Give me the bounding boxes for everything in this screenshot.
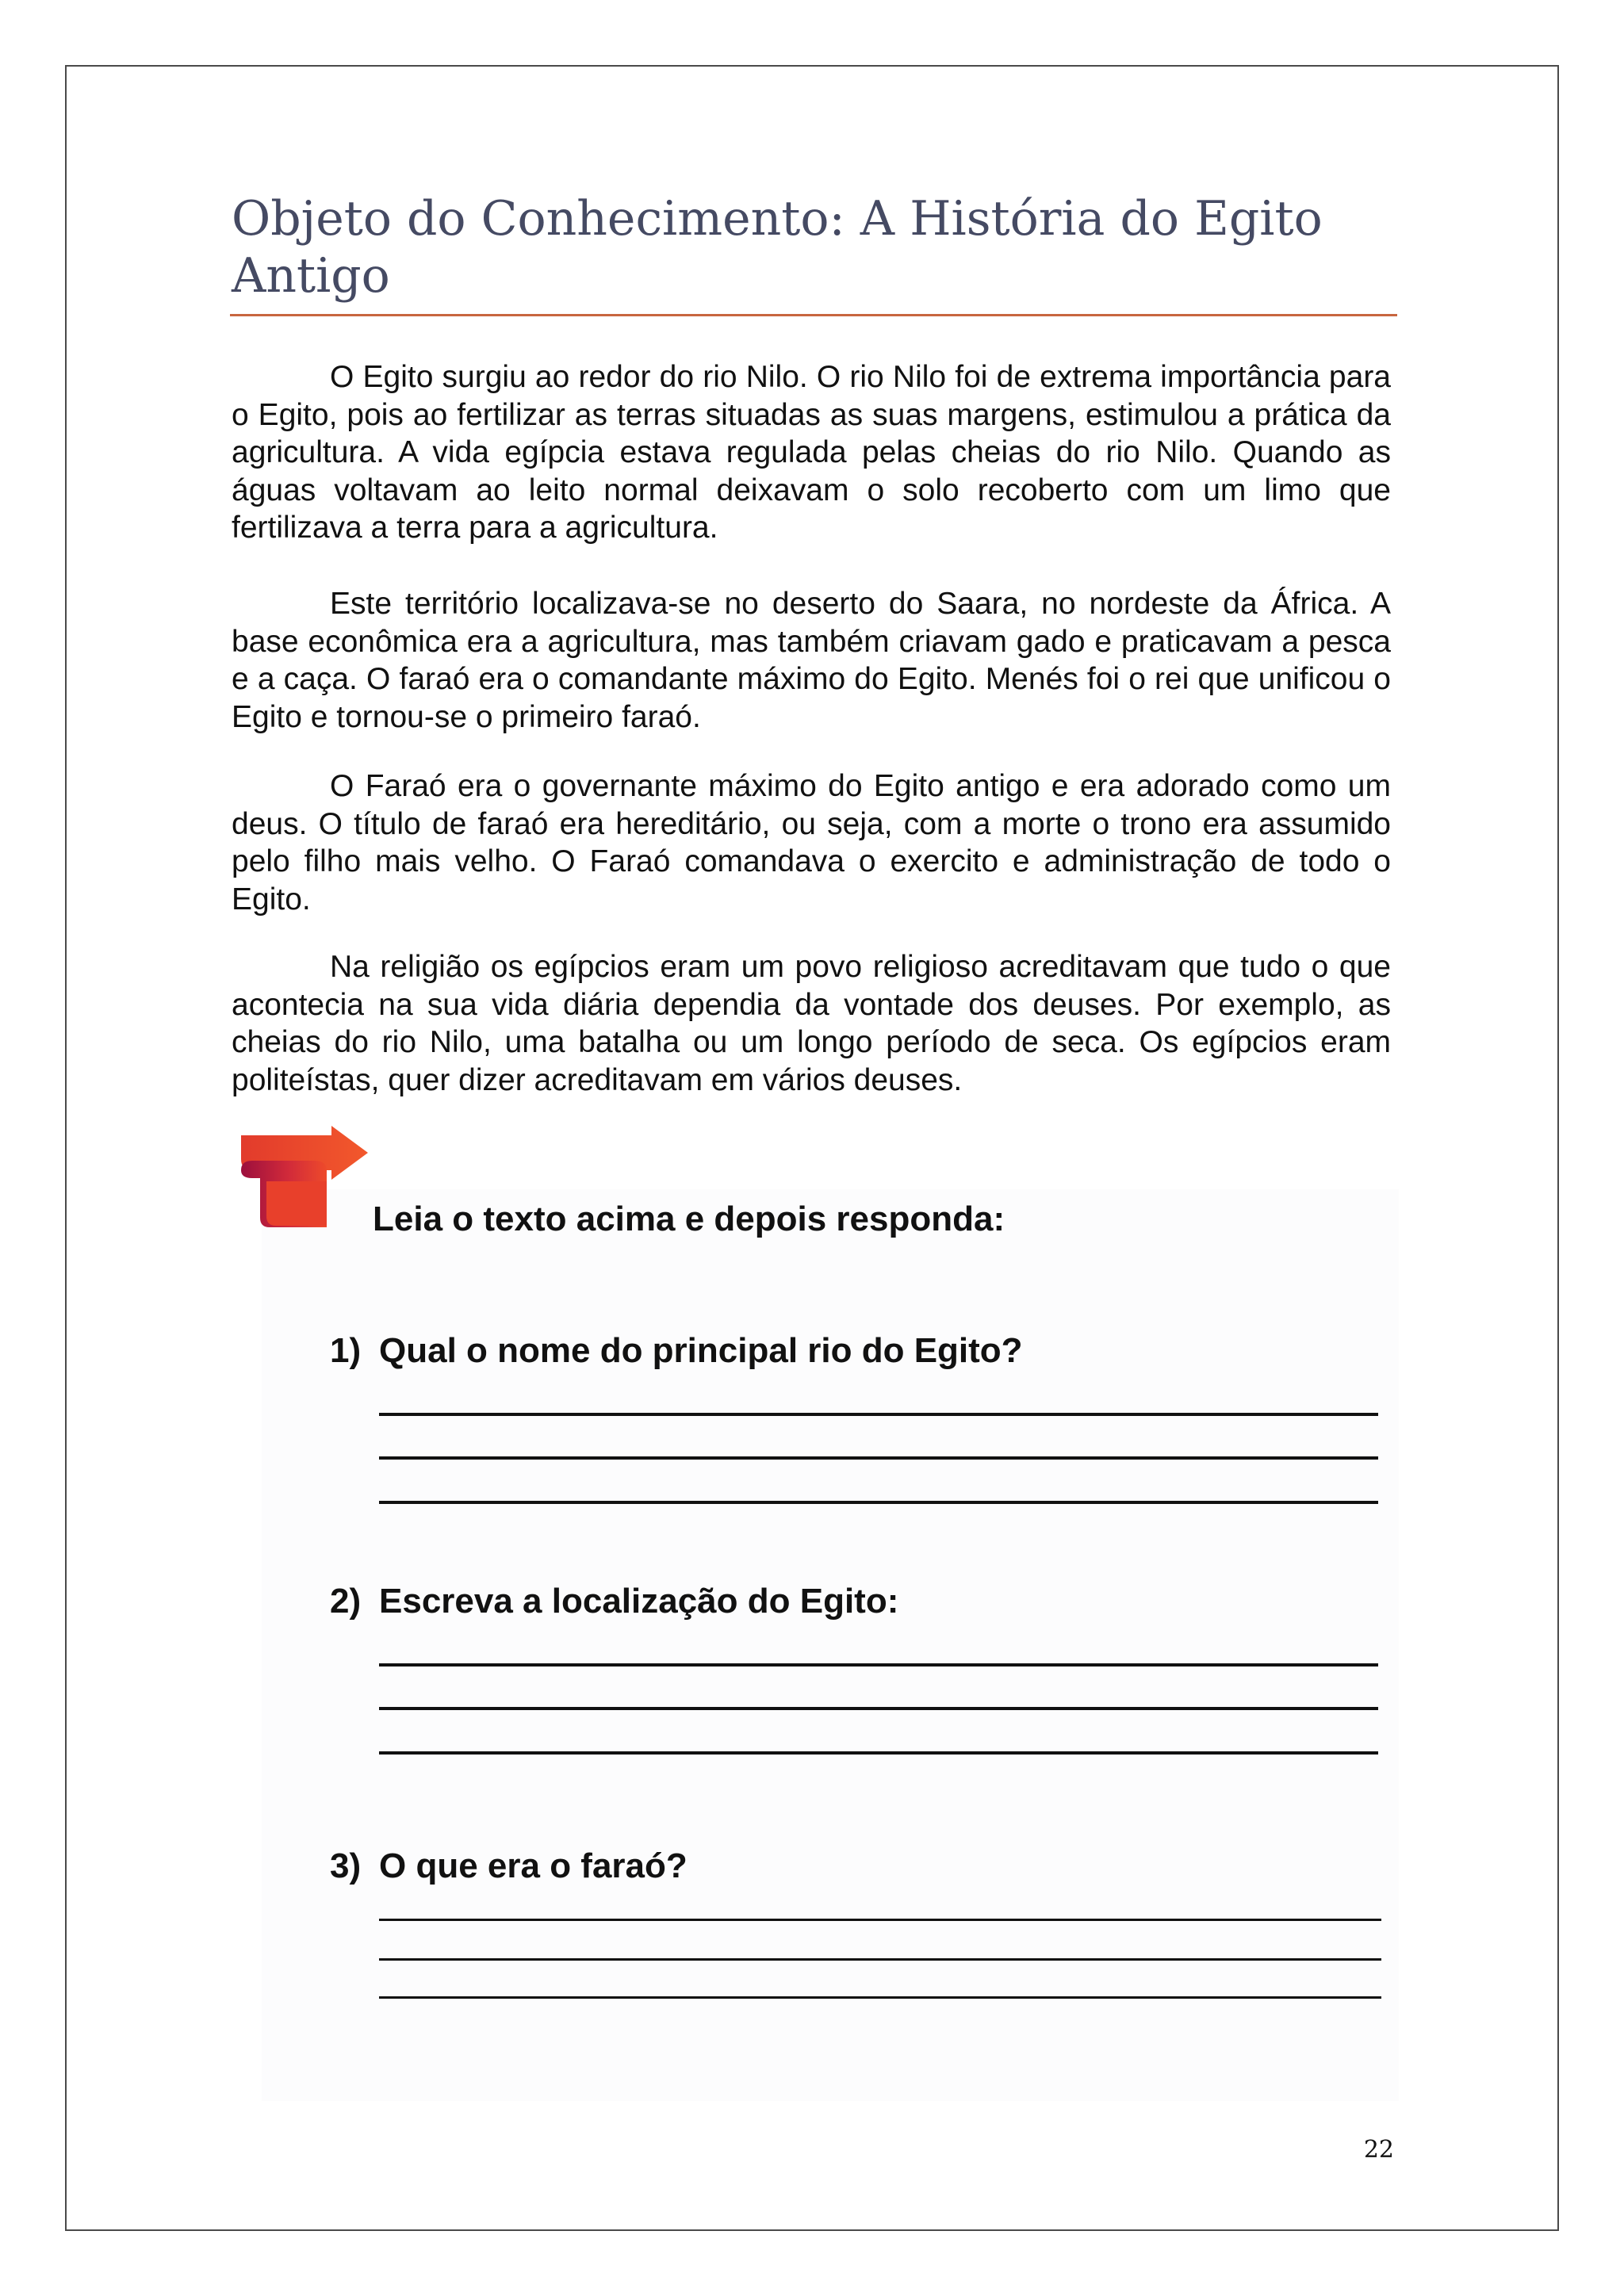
answer-line[interactable] [379,1413,1378,1416]
question-text: O que era o faraó? [379,1846,688,1885]
title-underline [230,314,1397,316]
page-title: Objeto do Conhecimento: A História do Egito Antigo [232,191,1323,304]
question-text: Qual o nome do principal rio do Egito? [379,1331,1023,1370]
question-number: 3) [330,1846,362,1885]
question-number: 1) [330,1331,362,1370]
question-text: Escreva a localização do Egito: [379,1582,899,1621]
answer-line[interactable] [379,1958,1381,1961]
paragraph-territory: Este território localizava-se no deserto do Saara, no nordeste da África. A base econômica era a agricultura, mas também criavam gado e praticavam a pesca e a caça. O faraó era o comandante máximo do Egito. Menés foi o rei que unificou o Egito e tornou-se o primeiro faraó. [232,587,1391,734]
answer-line[interactable] [379,1996,1381,1999]
question-number: 2) [330,1582,362,1621]
paragraph-religion: Na religião os egípcios eram um povo religioso acreditavam que tudo o que acontecia na sua vida diária dependia da vontade dos deuses. Por exemplo, as cheias do rio Nilo, uma batalha ou um longo período de seca. Os egípcios eram politeístas, quer dizer acreditavam em vários deuses. [232,950,1391,1097]
exercise-panel [262,1189,1399,2101]
question-1 [330,1329,1023,1373]
question-3 [330,1844,688,1888]
orange-arrow-icon [235,1126,371,1230]
question-2 [330,1579,898,1624]
paragraph-pharaoh: O Faraó era o governante máximo do Egito antigo e era adorado como um deus. O título de faraó era hereditário, ou seja, com a morte o trono era assumido pelo filho mais velho. O Faraó comandava o exercito e administração de todo o Egito. [232,769,1391,916]
paragraph-nile: O Egito surgiu ao redor do rio Nilo. O rio Nilo foi de extrema importância para o Egito, pois ao fertilizar as terras situadas as suas margens, estimulou a prática da agricultura. A vida egípcia estava regulada pelas cheias do rio Nilo. Quando as águas voltavam ao leito normal deixavam o solo recoberto com um limo que fertilizava a terra para a agricultura. [232,360,1391,545]
instruction-text: Leia o texto acima e depois responda: [373,1200,1005,1238]
answer-line[interactable] [379,1751,1378,1755]
answer-line[interactable] [379,1663,1378,1667]
answer-line[interactable] [379,1919,1381,1921]
page-number: 22 [1363,2136,1394,2164]
answer-line[interactable] [379,1456,1378,1460]
answer-line[interactable] [379,1501,1378,1504]
answer-line[interactable] [379,1707,1378,1710]
